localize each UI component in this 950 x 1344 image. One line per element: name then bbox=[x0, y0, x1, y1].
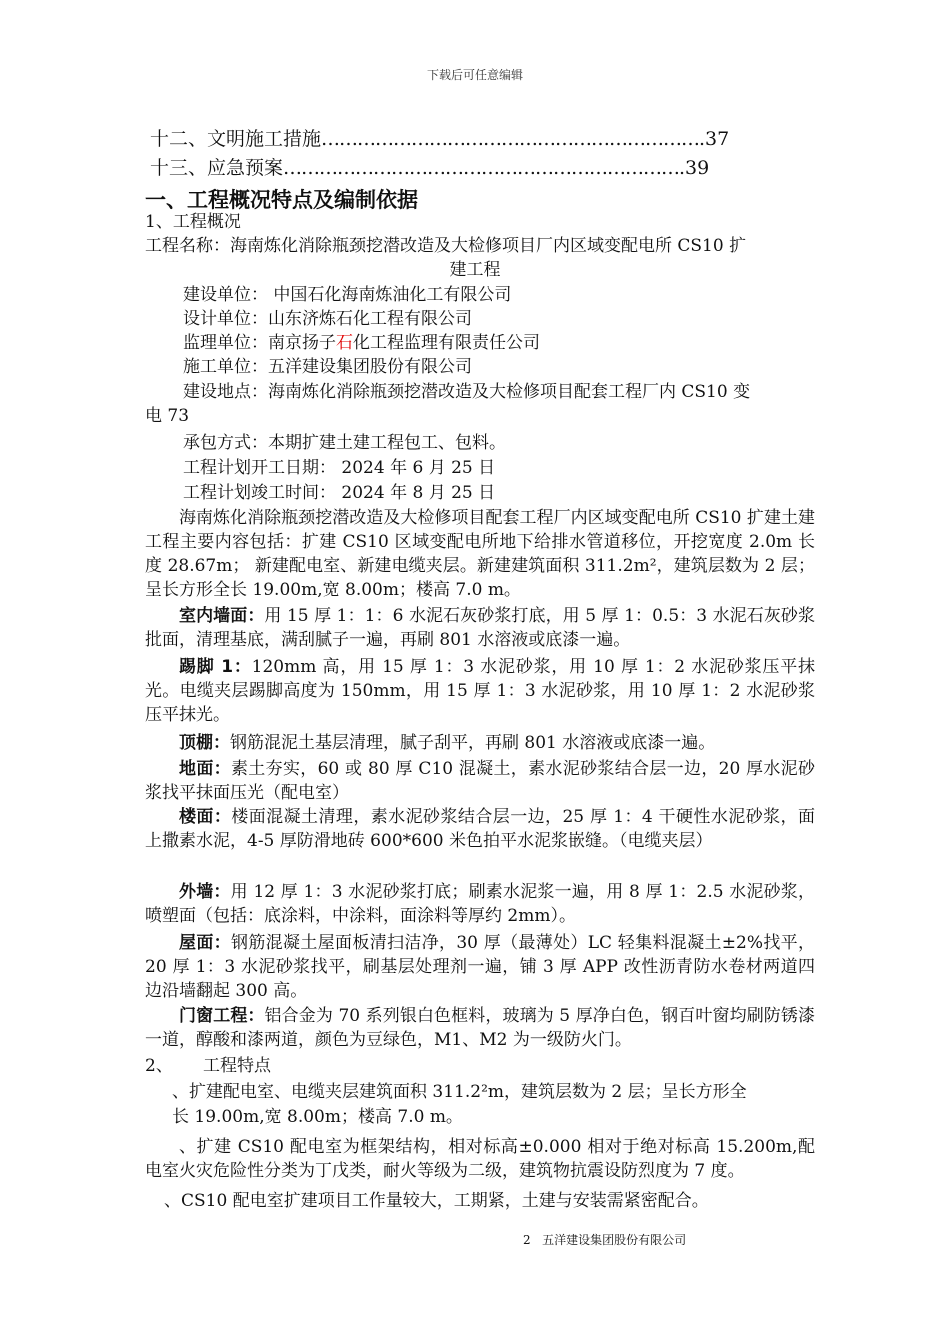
footer-company: 五洋建设集团股份有限公司 bbox=[542, 1233, 687, 1247]
subsection-2-heading: 工程特点 bbox=[203, 1056, 271, 1076]
spec-skirting: 踢脚 1：120mm 高，用 15 厚 1：3 水泥砂浆，用 10 厚 1：2 水泥砂浆压平抹光。电缆夹层踢脚高度为 150mm，用 15 厚 1：3 水泥砂浆，用 10 厚 1：2 水泥砂浆压平抹光。 bbox=[145, 657, 815, 725]
toc-entry-13[interactable] bbox=[150, 153, 709, 180]
page-number: 2 bbox=[523, 1233, 531, 1247]
toc-entry-12[interactable] bbox=[150, 124, 729, 151]
construction-location-cont: 电 73 bbox=[145, 406, 190, 426]
project-name: 工程名称：海南炼化消除瓶颈挖潜改造及大检修项目厂内区域变配电所 CS10 扩 bbox=[145, 236, 747, 256]
spec-doors-windows: 门窗工程：铝合金为 70 系列银白色框料，玻璃为 5 厚净白色，钢百叶窗均刷防锈漆一道，醇酸和漆两道，颜色为豆绿色，M1、M2 为一级防火门。 bbox=[145, 1006, 816, 1050]
construction-location: 建设地点：海南炼化消除瓶颈挖潜改造及大检修项目配套工程厂内 CS10 变 bbox=[183, 382, 751, 402]
toc-dots: ……………………………………………………… bbox=[321, 128, 700, 150]
toc-dots: ………………………………………………………… bbox=[283, 157, 680, 179]
spec-roof: 屋面：钢筋混凝土屋面板清扫洁净，30 厚（最薄处）LC 轻集料混凝土±2%找平，20 厚 1：3 水泥砂浆找平，刷基层处理剂一遍，铺 3 厚 APP 改性沥青防水卷材两道四边沿墙翻起 300 高。 bbox=[145, 933, 816, 1001]
design-unit: 设计单位：山东济炼石化工程有限公司 bbox=[183, 309, 472, 329]
toc-page-number: .39 bbox=[679, 157, 710, 179]
spec-ground: 地面：素土夯实，60 或 80 厚 C10 混凝土，素水泥砂浆结合层一边，20 厚水泥砂浆找平抹面压光（配电室） bbox=[145, 759, 815, 803]
planned-end-date: 工程计划竣工时间： 2024 年 8 月 25 日 bbox=[183, 483, 496, 503]
feature-2: 、扩建 CS10 配电室为框架结构，相对标高±0.000 相对于绝对标高 15.200m,配电室火灾危险性分类为丁戊类，耐火等级为二级，建筑物抗震设防烈度为 7 度。 bbox=[145, 1137, 815, 1181]
construction-unit: 施工单位：五洋建设集团股份有限公司 bbox=[183, 357, 472, 377]
feature-1-cont: 长 19.00m,宽 8.00m；楼高 7.0 m。 bbox=[172, 1107, 463, 1127]
subsection-heading: 1、工程概况 bbox=[145, 212, 241, 232]
feature-1: 、扩建配电室、电缆夹层建筑面积 311.2²m，建筑层数为 2 层；呈长方形全 bbox=[172, 1082, 747, 1102]
contract-mode: 承包方式：本期扩建土建工程包工、包料。 bbox=[183, 433, 506, 453]
section-title: 一、工程概况特点及编制依据 bbox=[145, 188, 418, 212]
page-header: 下载后可任意编辑 bbox=[426, 68, 523, 82]
page-footer bbox=[523, 1231, 686, 1248]
spec-floor: 楼面：楼面混凝土清理，素水泥砂浆结合层一边，25 厚 1：4 干硬性水泥砂浆，面上撒素水泥，4-5 厚防滑地砖 600*600 米色拍平水泥浆嵌缝。（电缆夹层） bbox=[145, 807, 815, 851]
builder-unit: 建设单位： 中国石化海南炼油化工有限公司 bbox=[183, 285, 512, 305]
planned-start-date: 工程计划开工日期： 2024 年 6 月 25 日 bbox=[183, 458, 496, 478]
project-name-cont: 建工程 bbox=[449, 260, 501, 280]
spec-exterior-wall: 外墙：用 12 厚 1：3 水泥砂浆打底；刷素水泥浆一遍，用 8 厚 1：2.5 水泥砂浆，喷塑面（包括：底涂料，中涂料，面涂料等厚约 2mm）。 bbox=[145, 882, 815, 926]
subsection-2-number: 2、 bbox=[145, 1056, 173, 1076]
supervision-unit: 监理单位：南京扬子石化工程监理有限责任公司 bbox=[183, 333, 540, 353]
scope-paragraph: 海南炼化消除瓶颈挖潜改造及大检修项目配套工程厂内区域变配电所 CS10 扩建土建工程主要内容包括：扩建 CS10 区域变配电所地下给排水管道移位，开挖宽度 2.0m 长度 28.67m； 新建配电室、新建电缆夹层。新建建筑面积 311.2m²，建筑层数为 2 层；呈长方形全长 19.00m,宽 8.00m；楼高 7.0 m。 bbox=[145, 508, 815, 600]
toc-label: 十三、应急预案 bbox=[150, 157, 284, 179]
toc-page-number: .37 bbox=[699, 128, 730, 150]
toc-label: 十二、文明施工措施 bbox=[150, 128, 322, 150]
feature-3: 、CS10 配电室扩建项目工作量较大，工期紧，土建与安装需紧密配合。 bbox=[164, 1191, 709, 1211]
spec-interior-wall: 室内墙面：用 15 厚 1：1：6 水泥石灰砂浆打底，用 5 厚 1：0.5：3 水泥石灰砂浆批面，清理基底，满刮腻子一遍，再刷 801 水溶液或底漆一遍。 bbox=[145, 606, 816, 650]
spec-ceiling: 顶棚：钢筋混泥土基层清理，腻子刮平，再刷 801 水溶液或底漆一遍。 bbox=[179, 733, 716, 753]
